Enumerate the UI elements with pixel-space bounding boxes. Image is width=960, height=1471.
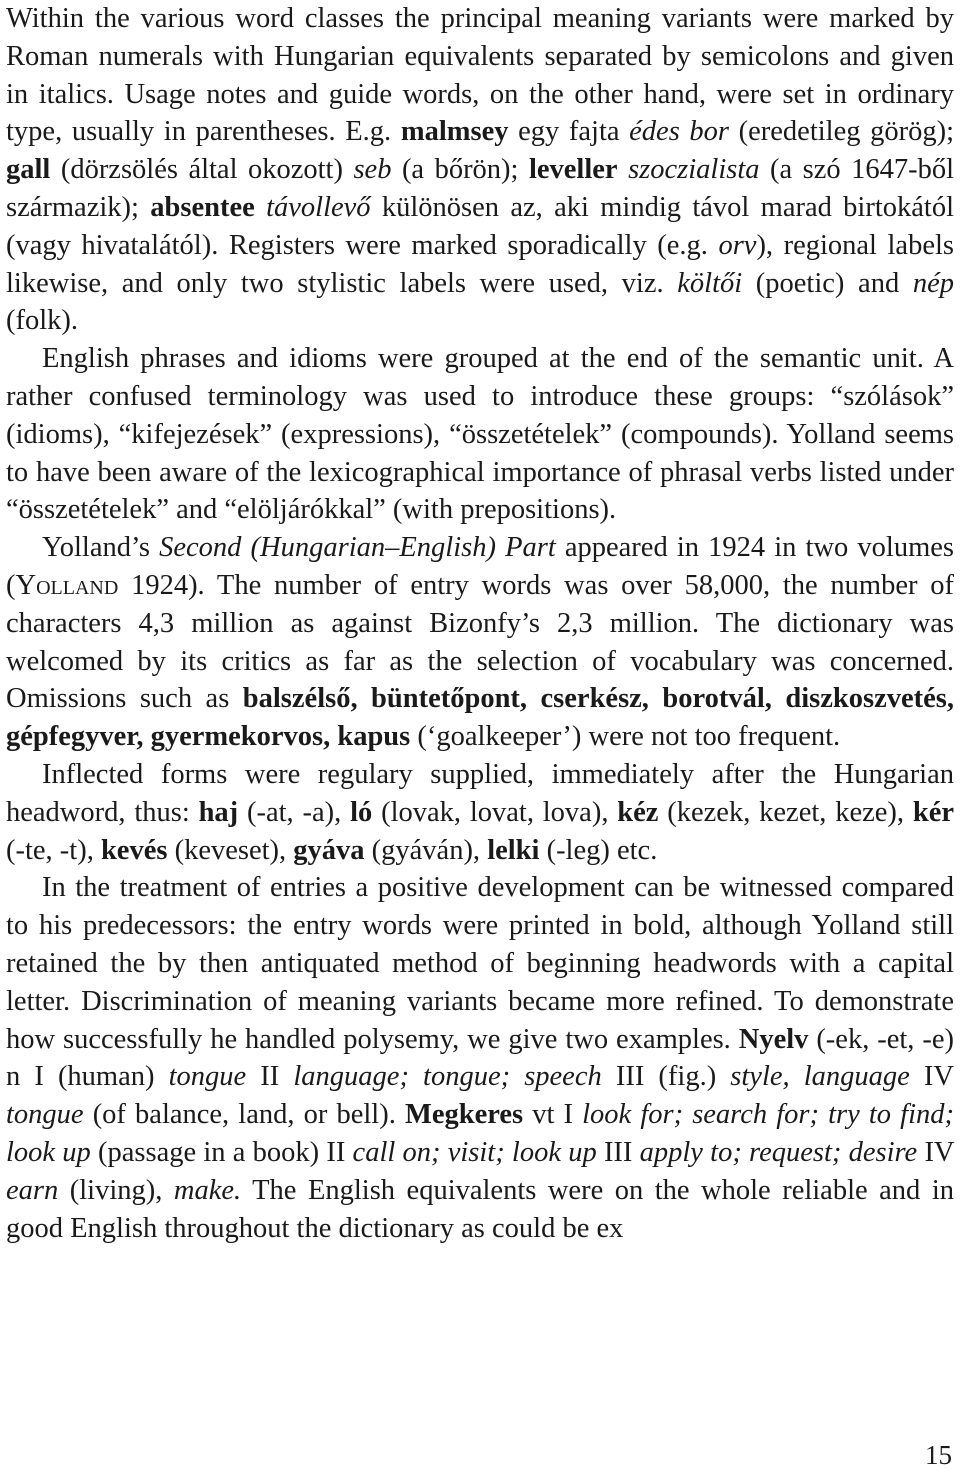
text-run (618, 154, 629, 185)
text-run: Yolland (15, 569, 119, 601)
italic-text: apply to; request; desire (639, 1136, 918, 1168)
body-text (6, 0, 954, 1247)
paragraph (6, 756, 954, 869)
text-run: különösen az, aki mindig távol marad birtokától (vagy hivatalától). Registers were marked sporadically (e.g. (6, 191, 954, 261)
paragraph (6, 869, 954, 1247)
headword: leveller (528, 154, 618, 186)
text-run (255, 192, 266, 223)
paragraph (6, 529, 954, 756)
text-run: III (fig.) (601, 1061, 731, 1093)
italic-text: nép (912, 267, 954, 299)
headword: ló (350, 796, 373, 828)
headword: gall (6, 154, 51, 186)
italic-text: szoczialista (628, 154, 760, 186)
headword: absentee (150, 191, 255, 223)
text-run: III (596, 1136, 640, 1168)
text-run: (passage in a book) II (90, 1136, 353, 1168)
headword: lelki (487, 834, 540, 866)
italic-text: language; tongue; speech (293, 1061, 602, 1093)
italic-text: orv (718, 229, 757, 261)
italic-text: call on; visit; look up (352, 1136, 597, 1168)
italic-text: költői (677, 267, 743, 299)
text-run: Yolland’s (42, 532, 160, 564)
headword: gyáva (293, 834, 365, 866)
text-run: (of balance, land, or bell). (83, 1099, 405, 1131)
italic-text: make. (173, 1174, 242, 1206)
page-number: 15 (925, 1440, 952, 1470)
text-run: (a szó 1647-ből származik); (6, 154, 954, 223)
headword: haj (198, 796, 239, 828)
headword: balszélső, büntetőpont, cserkész, borotvál, diszkoszvetés, gépfegyver, gyermekorvos, kapus (6, 683, 955, 753)
paragraph (6, 340, 954, 529)
italic-text: look for; search for; try to find; look up (6, 1099, 954, 1168)
text-run: (-leg) etc. (539, 834, 658, 866)
text-run: (poetic) and (742, 267, 913, 299)
paragraph (6, 0, 954, 340)
italic-text: tongue (6, 1099, 84, 1131)
text-run: vt I (523, 1099, 583, 1131)
text-run: In the treatment of entries a positive development can be witnessed compared to his predecessors: the entry words were printed in bold, although Yolland still retained the by then antiquated method of beginning headwords with a capital letter. Discrimination of meaning variants became more refined. To demonstrate how successfully he handled polysemy, we give two examples. (6, 872, 954, 1055)
text-run: (keveset), (167, 834, 294, 866)
text-run: (-at, -a), (238, 796, 351, 828)
text-run: (-ek, -et, -e) n I (human) (6, 1023, 954, 1093)
headword: Nyelv (738, 1023, 809, 1055)
italic-text: Second (Hungarian–English) Part (159, 532, 556, 564)
text-run: The English equivalents were on the whole reliable and in good English throughout the dictionary as could be ex (6, 1174, 954, 1244)
text-run: (lovak, lovat, lova), (372, 796, 618, 828)
italic-text: tongue (168, 1061, 247, 1093)
italic-text: style, language (730, 1061, 910, 1093)
text-run: (folk). (6, 305, 79, 337)
text-run: Inflected forms were regulary supplied, immediately after the Hungarian headword, thus: (6, 758, 954, 828)
headword: kér (912, 796, 955, 828)
text-run: (eredetileg görög); (729, 116, 955, 148)
headword: kéz (617, 796, 659, 828)
italic-text: édes bor (629, 116, 730, 148)
text-run: ), regional labels likewise, and only two stylistic labels were used, viz. (6, 229, 954, 299)
headword: kevés (100, 834, 168, 866)
text-run: (dörzsölés által okozott) (50, 154, 354, 186)
headword: malmsey (400, 116, 509, 148)
text-run: (a bőrön); (391, 154, 529, 186)
text-run: IV (917, 1136, 954, 1168)
text-run: appeared in 1924 in two volumes ( (6, 532, 954, 601)
text-run: (gyáván), (364, 834, 488, 866)
text-run: egy fajta (508, 116, 630, 148)
text-run: II (246, 1061, 294, 1093)
italic-text: távollevő (266, 191, 371, 223)
text-run: (living), (58, 1174, 174, 1206)
text-run: English phrases and idioms were grouped at the end of the semantic unit. A rather confused terminology was used to introduce these groups: “szólások” (idioms), “kifejezések” (expressions), “összetételek” (compounds). Yolland seems to have been aware of the lexicographical importance of phrasal verbs listed under “összetételek” and “elöljárókkal” (with prepositions). (6, 343, 954, 526)
italic-text: seb (353, 154, 392, 186)
text-run: 1924). The number of entry words was over 58,000, the number of characters 4,3 million as against Bizonfy’s 2,3 million. The dictionary was welcomed by its critics as far as the selection of vocabulary was concerned. Omissions such as (6, 569, 954, 715)
italic-text: earn (6, 1174, 59, 1206)
text-run: IV (909, 1061, 955, 1093)
text-run: (-te, -t), (6, 834, 101, 866)
text-run: (‘goalkeeper’) were not too frequent. (410, 721, 841, 753)
headword: Megkeres (404, 1099, 524, 1131)
text-run: Within the various word classes the principal meaning variants were marked by Roman numerals with Hungarian equivalents separated by semicolons and given in italics. Usage notes and guide words, on the other hand, were set in ordinary type, usually in parentheses. E.g. (6, 3, 954, 148)
text-run: (kezek, kezet, keze), (658, 796, 913, 828)
